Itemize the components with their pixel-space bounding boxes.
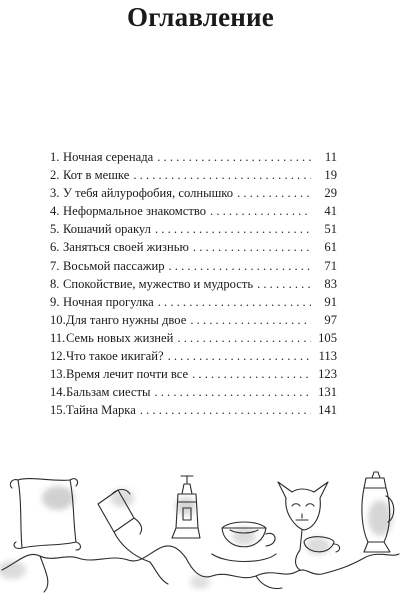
toc-number: 13. <box>50 367 66 382</box>
toc-title: Кот в мешке <box>63 168 130 183</box>
toc-number: 6. <box>50 240 60 255</box>
toc-entry[interactable] <box>50 293 337 311</box>
toc-title: Неформальное знакомство <box>63 204 207 219</box>
toc-entry[interactable] <box>50 365 337 383</box>
toc-number: 7. <box>50 258 60 273</box>
toc-number: 2. <box>50 168 60 183</box>
toc-title: Кошачий оракул <box>63 222 151 237</box>
ink-smudge <box>306 537 330 555</box>
connecting-line <box>2 546 399 578</box>
toc-title: Тайна Марка <box>66 403 136 418</box>
dot-leader <box>133 166 311 184</box>
toc-entry[interactable] <box>50 275 337 293</box>
dot-leader <box>154 383 311 401</box>
toc-title: Ночная прогулка <box>63 294 154 309</box>
toc-title: Спокойствие, мужество и мудрость <box>63 276 254 291</box>
page-title: Оглавление <box>127 2 274 32</box>
toc-title: Восьмой пассажир <box>63 258 165 273</box>
toc-title: Заняться своей жизнью <box>63 240 189 255</box>
toc-page: 29 <box>324 186 337 201</box>
toc-title: У тебя айлурофобия, солнышко <box>63 186 234 201</box>
toc-page: 19 <box>324 168 337 183</box>
toc-number: 5. <box>50 222 60 237</box>
toc-entry[interactable] <box>50 184 337 202</box>
toc-entry[interactable] <box>50 311 337 329</box>
ink-smudge <box>232 527 256 545</box>
toc-page: 51 <box>324 222 337 237</box>
toc-entry[interactable] <box>50 257 337 275</box>
dot-leader <box>193 238 311 256</box>
dot-leader <box>190 311 311 329</box>
toc-number: 11. <box>50 330 66 345</box>
dot-leader <box>157 148 311 166</box>
cat-sketch <box>278 482 328 570</box>
dot-leader <box>155 220 311 238</box>
toc-number: 9. <box>50 294 60 309</box>
toc-number: 12. <box>50 349 66 364</box>
toc-page: 91 <box>324 294 337 309</box>
toc-page: 61 <box>324 240 337 255</box>
toc-title: Ночная серенада <box>63 150 154 164</box>
dot-leader <box>169 257 312 275</box>
toc-number: 1. <box>50 150 60 164</box>
toc-title: Семь новых жизней <box>66 330 174 345</box>
dot-leader <box>210 202 311 220</box>
toc-entry[interactable] <box>50 383 337 401</box>
dot-leader <box>168 347 311 365</box>
toc-number: 14. <box>50 385 66 400</box>
toc-entry[interactable] <box>50 202 337 220</box>
toc-page: 105 <box>318 330 337 345</box>
toc-number: 8. <box>50 276 60 291</box>
toc-page: 97 <box>324 312 337 327</box>
toc-number: 10. <box>50 312 66 327</box>
toc-title: Бальзам сиесты <box>66 385 151 400</box>
toc-title: Для танго нужны двое <box>66 312 187 327</box>
dot-leader <box>192 365 311 383</box>
toc-entry[interactable] <box>50 329 337 347</box>
toc-number: 4. <box>50 204 60 219</box>
toc-title: Что такое икигай? <box>66 349 164 364</box>
toc-entry[interactable] <box>50 347 337 365</box>
toc-number: 3. <box>50 186 60 201</box>
toc-entry[interactable] <box>50 148 337 166</box>
pillow-sketch <box>10 479 80 550</box>
table-of-contents <box>50 148 337 419</box>
dot-leader <box>237 184 311 202</box>
toc-page: 71 <box>324 258 337 273</box>
dot-leader <box>140 401 311 419</box>
toc-page: 141 <box>318 403 337 418</box>
toc-page: 11 <box>324 150 337 164</box>
toc-entry[interactable] <box>50 166 337 184</box>
toc-number: 15. <box>50 403 66 418</box>
toc-entry[interactable] <box>50 238 337 256</box>
toc-page: 113 <box>318 349 337 364</box>
toc-title: Время лечит почти все <box>66 367 189 382</box>
dot-leader <box>177 329 311 347</box>
toc-entry[interactable] <box>50 220 337 238</box>
toc-page: 41 <box>324 204 337 219</box>
ink-smudge <box>176 497 196 515</box>
toc-page: 123 <box>318 367 337 382</box>
line-art-illustration <box>0 458 401 600</box>
toc-entry[interactable] <box>50 401 337 419</box>
dot-leader <box>257 275 311 293</box>
toc-page: 131 <box>318 385 337 400</box>
ink-smudge <box>42 486 74 510</box>
toc-page: 83 <box>324 276 337 291</box>
pitcher-sketch <box>98 490 150 563</box>
dot-leader <box>158 293 311 311</box>
